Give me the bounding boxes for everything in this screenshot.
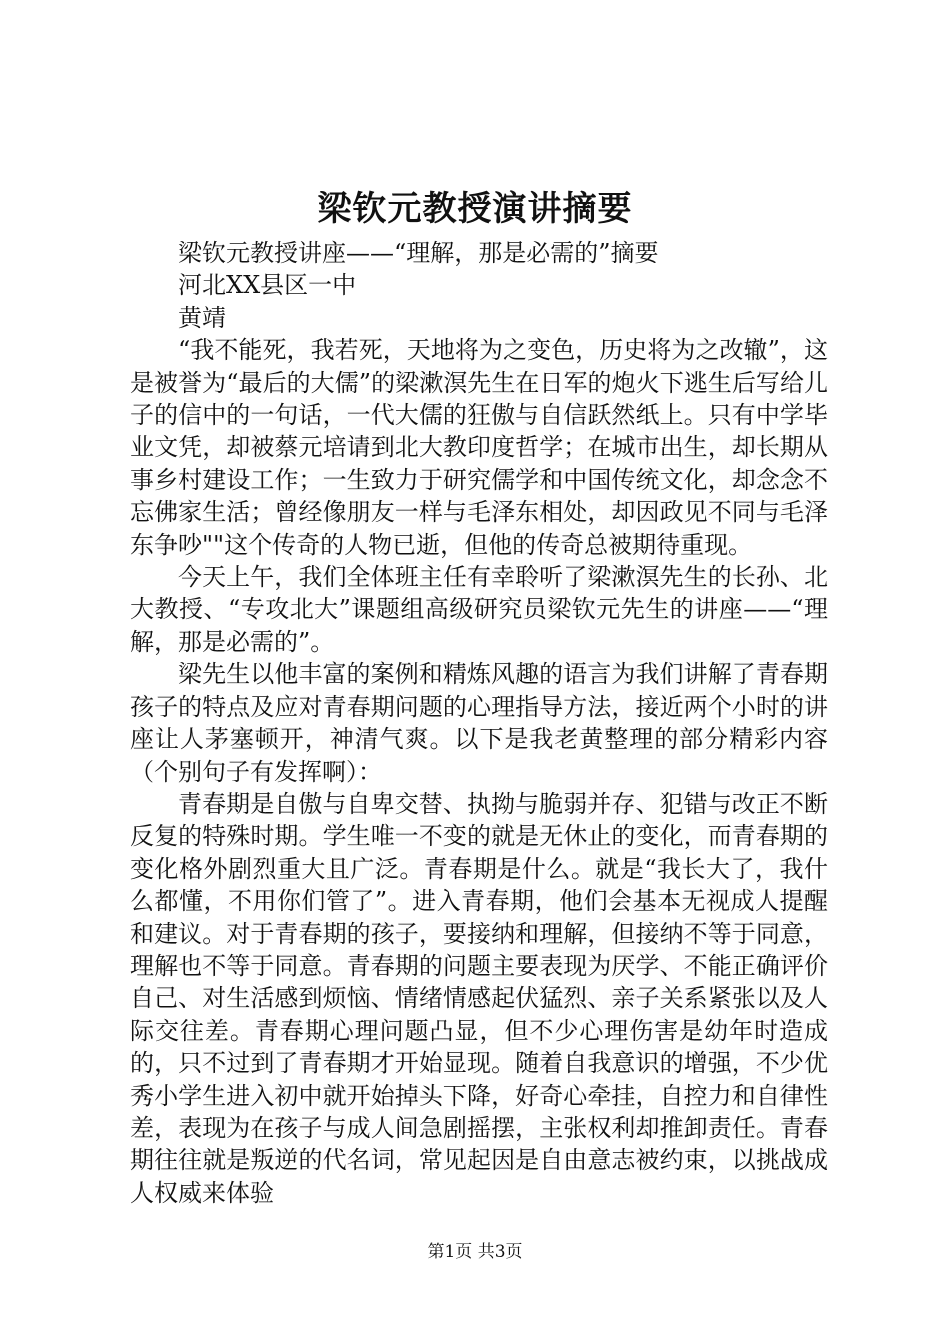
paragraph-1: “我不能死，我若死，天地将为之变色，历史将为之改辙”，这是被誉为“最后的大儒”的梁漱溟先生在日军的炮火下逃生后写给儿子的信中的一句话，一代大儒的狂傲与自信跃然纸上。只有中学毕业文凭，却被蔡元培请到北大教印度哲学；在城市出生，却长期从事乡村建设工作；一生致力于研究儒学和中国传统文化，却念念不忘佛家生活；曾经像朋友一样与毛泽东相处，却因政见不同与毛泽东争吵""这个传奇的人物已逝，但他的传奇总被期待重现。: [130, 336, 828, 559]
page-footer: 第1页 共3页: [427, 1242, 523, 1262]
document-body: [130, 237, 828, 1209]
author-name: 黄靖: [178, 303, 226, 332]
paragraph-4: 青春期是自傲与自卑交替、执拗与脆弱并存、犯错与改正不断反复的特殊时期。学生唯一不变的就是无休止的变化，而青春期的变化格外剧烈重大且广泛。青春期是什么。就是“我长大了，我什么都懂，不用你们管了”。进入青春期，他们会基本无视成人提醒和建议。对于青春期的孩子，要接纳和理解，但接纳不等于同意，理解也不等于同意。青春期的问题主要表现为厌学、不能正确评价自己、对生活感到烦恼、情绪情感起伏猛烈、亲子关系紧张以及人际交往差。青春期心理问题凸显，但不少心理伤害是幼年时造成的，只不过到了青春期才开始显现。随着自我意识的增强，不少优秀小学生进入初中就开始掉头下降，好奇心牵挂，自控力和自律性差，表现为在孩子与成人间急剧摇摆，主张权利却推卸责任。青春期往往就是叛逆的代名词，常见起因是自由意志被约束，以挑战成人权威来体验: [130, 789, 828, 1207]
paragraph-2: 今天上午，我们全体班主任有幸聆听了梁漱溟先生的长孙、北大教授、“专攻北大”课题组高级研究员梁钦元先生的讲座——“理解，那是必需的”。: [130, 563, 828, 656]
page-title: 梁钦元教授演讲摘要: [317, 189, 633, 229]
paragraph-3: 梁先生以他丰富的案例和精炼风趣的语言为我们讲解了青春期孩子的特点及应对青春期问题的心理指导方法，接近两个小时的讲座让人茅塞顿开，神清气爽。以下是我老黄整理的部分精彩内容（个别句子有发挥啊）：: [130, 660, 828, 786]
school-name: 河北XX县区一中: [178, 271, 357, 300]
subtitle: 梁钦元教授讲座——“理解，那是必需的”摘要: [178, 239, 659, 267]
